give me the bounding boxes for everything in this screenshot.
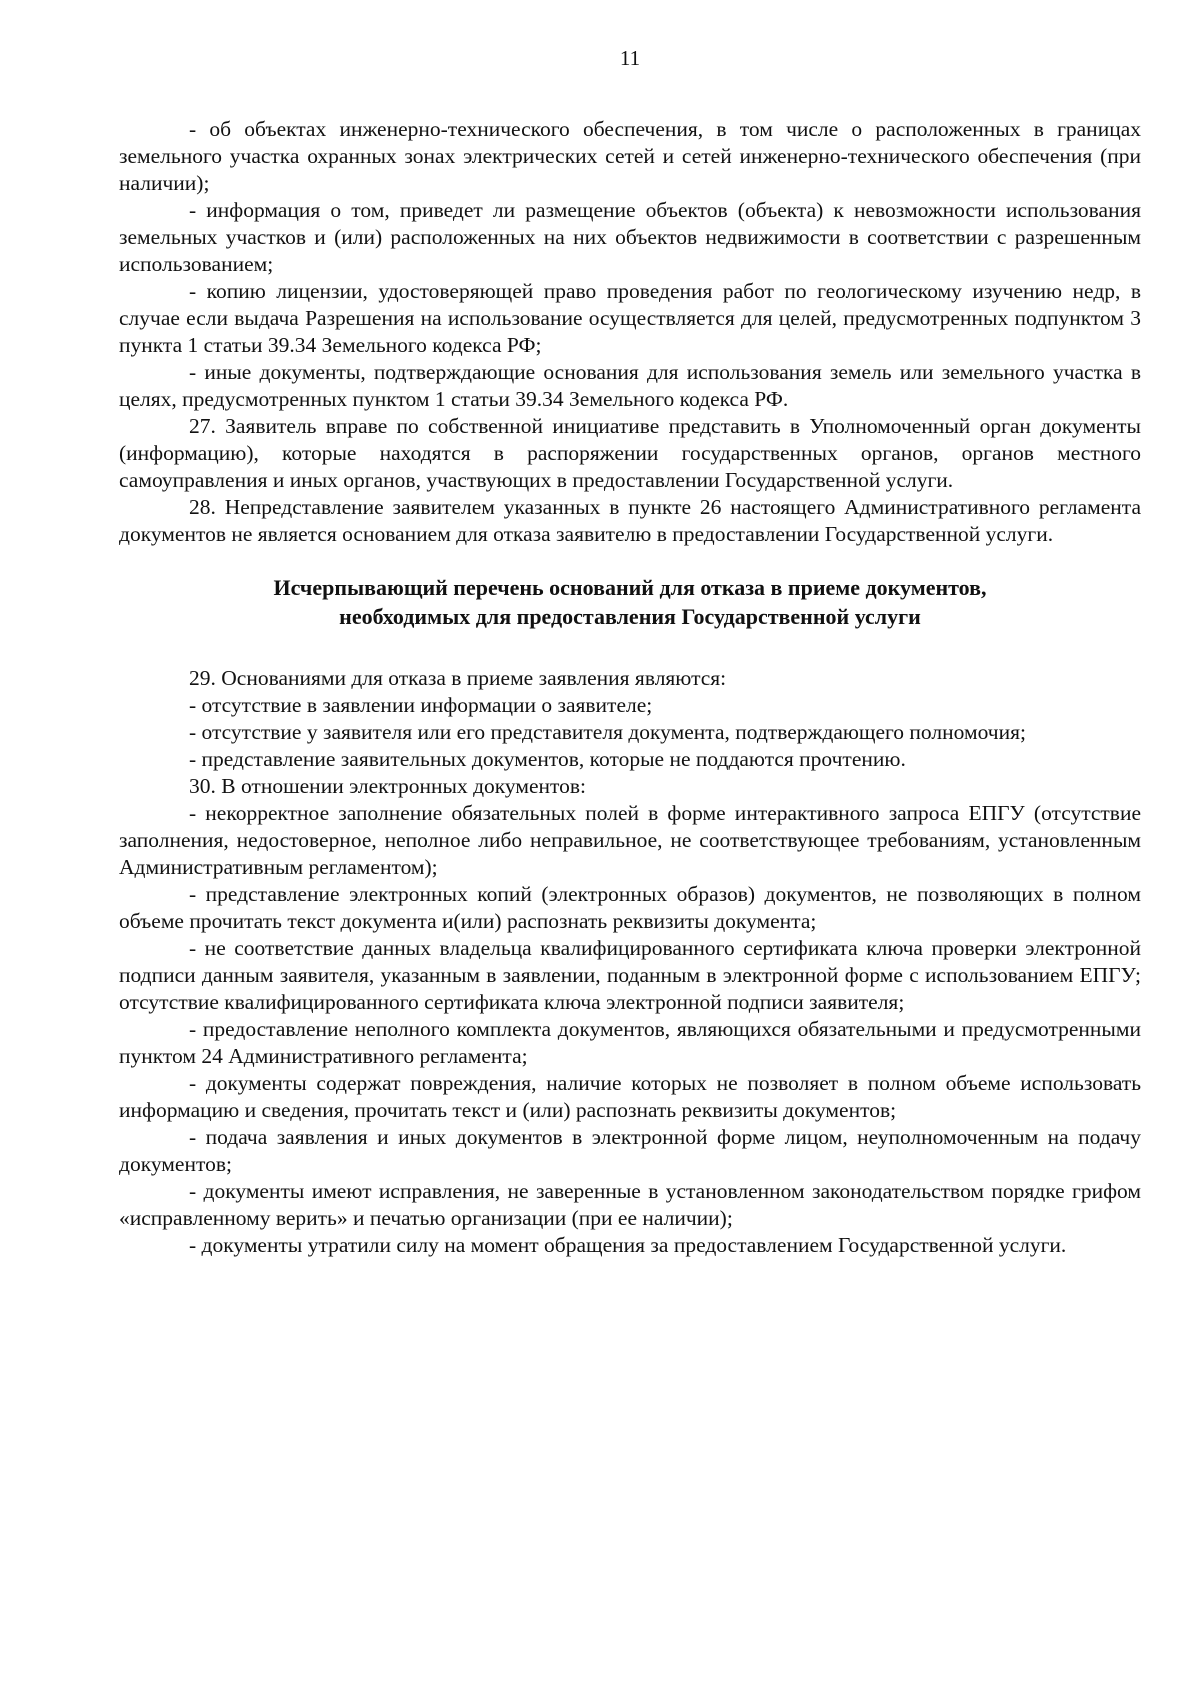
- paragraph-30: 30. В отношении электронных документов:: [189, 774, 587, 798]
- paragraph-unreadable-documents: - представление заявительных документов, которые не поддаются прочтению.: [189, 747, 906, 771]
- paragraph-incorrect-form-fields: - некорректное заполнение обязательных полей в форме интерактивного запроса ЕПГУ (отсутствие заполнения, недостоверное, неполное либо неправильное, не соответствующее требованиям, установленным Административным регламентом);: [119, 801, 1141, 879]
- section-heading-line-2: необходимых для предоставления Государственной услуги: [339, 604, 921, 629]
- paragraph-incomplete-set: - предоставление неполного комплекта документов, являющихся обязательными и предусмотренными пунктом 24 Административного регламента;: [119, 1017, 1141, 1068]
- paragraph-license-copy: - копию лицензии, удостоверяющей право проведения работ по геологическому изучению недр, в случае если выдача Разрешения на использование осуществляется для целей, предусмотренных подпунктом 3 пункта 1 статьи 39.34 Земельного кодекса РФ;: [119, 279, 1141, 357]
- paragraph-expired-documents: - документы утратили силу на момент обращения за предоставлением Государственной услуги.: [189, 1233, 1067, 1257]
- paragraph-certificate-mismatch: - не соответствие данных владельца квалифицированного сертификата ключа проверки электронной подписи данным заявителя, указанным в заявлении, поданным в электронной форме с использованием ЕПГУ; отсутствие квалифицированного сертификата ключа электронной подписи заявителя;: [119, 936, 1141, 1014]
- paragraph-unauthorized-submission: - подача заявления и иных документов в электронной форме лицом, неуполномоченным на подачу документов;: [119, 1125, 1141, 1176]
- section-heading-line-1: Исчерпывающий перечень оснований для отказа в приеме документов,: [273, 575, 987, 600]
- paragraph-no-applicant-info: - отсутствие в заявлении информации о заявителе;: [189, 693, 653, 717]
- paragraph-engineering-objects: - об объектах инженерно-технического обеспечения, в том числе о расположенных в границах земельного участка охранных зонах электрических сетей и сетей инженерно-технического обеспечения (при наличии);: [119, 117, 1141, 195]
- paragraph-damaged-documents: - документы содержат повреждения, наличие которых не позволяет в полном объеме использовать информацию и сведения, прочитать текст и (или) распознать реквизиты документов;: [119, 1071, 1141, 1122]
- paragraph-29: 29. Основаниями для отказа в приеме заявления являются:: [189, 666, 727, 690]
- document-body: [119, 116, 1141, 1259]
- section-heading: [119, 573, 1141, 631]
- paragraph-27: 27. Заявитель вправе по собственной инициативе представить в Уполномоченный орган документы (информацию), которые находятся в распоряжении государственных органов, органов местного самоуправления и иных органов, участвующих в предоставлении Государственной услуги.: [119, 414, 1141, 492]
- paragraph-unreadable-copies: - представление электронных копий (электронных образов) документов, не позволяющих в полном объеме прочитать текст документа и(или) распознать реквизиты документа;: [119, 882, 1141, 933]
- paragraph-no-authority-document: - отсутствие у заявителя или его представителя документа, подтверждающего полномочия;: [189, 720, 1026, 744]
- paragraph-placement-info: - информация о том, приведет ли размещение объектов (объекта) к невозможности использования земельных участков и (или) расположенных на них объектов недвижимости в соответствии с разрешенным использованием;: [119, 198, 1141, 276]
- page-number: 11: [619, 46, 641, 70]
- paragraph-uncertified-corrections: - документы имеют исправления, не заверенные в установленном законодательством порядке грифом «исправленному верить» и печатью организации (при ее наличии);: [119, 1179, 1141, 1230]
- paragraph-other-documents: - иные документы, подтверждающие основания для использования земель или земельного участка в целях, предусмотренных пунктом 1 статьи 39.34 Земельного кодекса РФ.: [119, 360, 1141, 411]
- paragraph-28: 28. Непредставление заявителем указанных в пункте 26 настоящего Административного регламента документов не является основанием для отказа заявителю в предоставлении Государственной услуги.: [119, 495, 1141, 546]
